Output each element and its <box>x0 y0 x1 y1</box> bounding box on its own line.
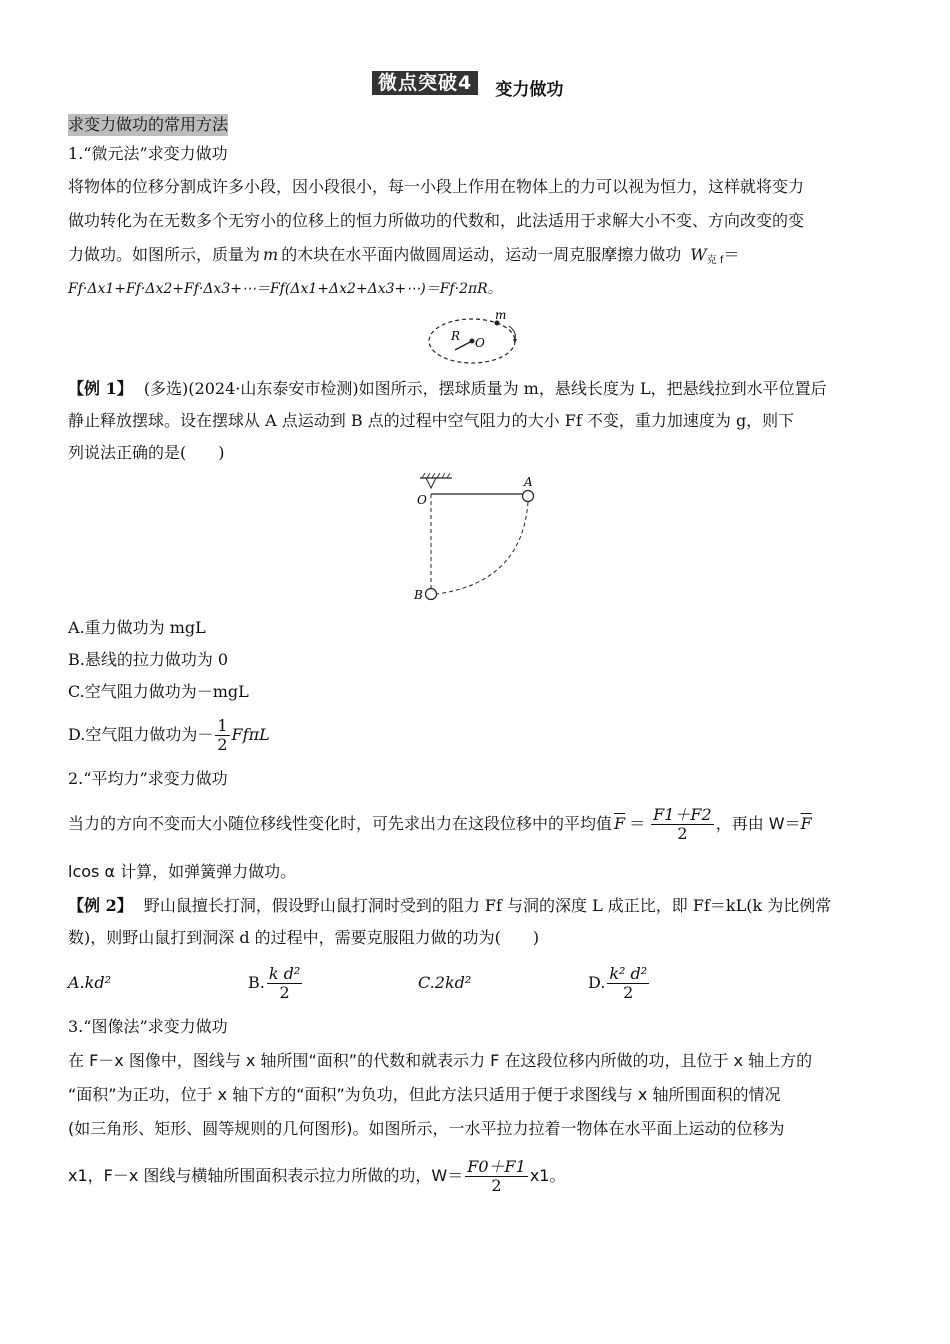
example2-label: 【例 2】 <box>68 896 133 915</box>
label-B: B <box>414 588 423 602</box>
example1-text-1: 如图所示，摆球质量为 m，悬线长度为 L，把悬线拉到水平位置后 <box>358 379 827 398</box>
fraction-numerator: k² d² <box>609 963 648 983</box>
f-bar: $\overline{F}$ <box>614 814 626 833</box>
option-b-fraction <box>267 965 302 1002</box>
option-b-label: B. <box>248 973 265 992</box>
example1-line-1 <box>68 379 827 399</box>
fraction-denominator: 2 <box>491 1175 502 1195</box>
example1-option-b: B.悬线的拉力做功为 0 <box>68 650 229 669</box>
label-A: A <box>524 475 533 489</box>
W-subscript: 克 f <box>706 255 724 266</box>
label-R: R <box>451 329 461 343</box>
method3-text-4 <box>68 1152 565 1200</box>
example1-line-2: 静止释放摆球。设在摆球从 A 点运动到 B 点的过程中空气阻力的大小 Ff 不变，重力加速度为 g，则下 <box>68 411 795 430</box>
option-d-fraction <box>607 965 649 1002</box>
example1-option-c: C.空气阻力做功为－mgL <box>68 682 249 701</box>
method1-heading: 1.“微元法”求变力做功 <box>68 144 228 163</box>
fraction-half <box>215 717 229 754</box>
method2-heading: 2.“平均力”求变力做功 <box>68 769 228 788</box>
average-force-fraction <box>651 806 714 843</box>
method1-text-3a: 力做功。如图所示，质量为 <box>68 245 261 264</box>
example1-source: (多选)(2024·山东泰安市检测) <box>143 379 359 398</box>
option-d-label: D. <box>588 973 606 992</box>
label-m: m <box>495 308 507 322</box>
fraction-numerator: 1 <box>217 715 228 735</box>
method3-text-2: “面积”为正功，位于 x 轴下方的“面积”为负功，但此方法只适用于便于求图线与 x 轴所围面积的情况 <box>68 1085 781 1104</box>
method2-text-1 <box>68 800 812 848</box>
fraction-denominator: 2 <box>677 823 688 843</box>
method3-text-4a: x1，F－x 图线与横轴所围面积表示拉力所做的功，W＝ <box>68 1166 464 1185</box>
method2-text-1b: ，再由 W＝ <box>715 814 801 833</box>
example1-line-3: 列说法正确的是( ) <box>68 443 225 462</box>
topic-badge: 微点突破4 <box>372 71 478 95</box>
method3-text-4b: x1。 <box>529 1166 566 1185</box>
fraction-denominator: 2 <box>623 982 634 1002</box>
method2-text-1a: 当力的方向不变而大小随位移线性变化时，可先求出力在这段位移中的平均值 <box>68 814 613 833</box>
example2-option-d <box>588 960 651 1006</box>
method3-text-1: 在 F－x 图像中，图线与 x 轴所围“面积”的代数和就表示力 F 在这段位移内所做的功，且位于 x 轴上方的 <box>68 1051 813 1070</box>
label-O: O <box>417 493 427 507</box>
fraction-numerator: F1＋F2 <box>653 804 712 824</box>
section-header <box>372 68 564 100</box>
fraction-denominator: 2 <box>279 982 290 1002</box>
example2-option-c: C.2kd² <box>418 973 472 992</box>
equals-sign: ＝ <box>723 245 740 264</box>
example1-option-a: A.重力做功为 mgL <box>68 618 206 637</box>
var-W: W <box>690 245 707 264</box>
fraction-numerator: F0＋F1 <box>467 1156 526 1176</box>
equals-sign: ＝ <box>629 814 646 833</box>
example1-option-d <box>68 713 270 757</box>
method3-text-3: (如三角形、矩形、圆等规则的几何图形)。如图所示，一水平拉力拉着一物体在水平面上运动的位移为 <box>68 1119 785 1138</box>
method1-text-3 <box>68 245 739 265</box>
fraction-numerator: k d² <box>268 963 301 983</box>
fraction-denominator: 2 <box>217 734 228 754</box>
pendulum-figure <box>410 472 545 606</box>
f-bar-2: $\overline{F}$ <box>800 814 812 833</box>
example1-label: 【例 1】 <box>68 379 133 398</box>
circular-motion-figure <box>425 306 525 368</box>
example2-line-2: 数)，则野山鼠打到洞深 d 的过程中，需要克服阻力做的功为( ) <box>68 928 540 947</box>
method1-text-3b: 的木块在水平面内做圆周运动，运动一周克服摩擦力做功 <box>281 245 682 264</box>
var-m: m <box>263 245 279 264</box>
option-d-suffix: FfπL <box>231 725 270 744</box>
page-title: 变力做功 <box>495 80 564 100</box>
section-label: 求变力做功的常用方法 <box>68 115 229 134</box>
method1-formula: Ff·Δx1+Ff·Δx2+Ff·Δx3+⋯＝Ff(Δx1+Δx2+Δx3+⋯)＝Ff·2πR。 <box>68 281 502 297</box>
example2-option-b <box>248 960 304 1006</box>
example2-text-1: 野山鼠擅长打洞，假设野山鼠打洞时受到的阻力 Ff 与洞的深度 L 成正比，即 Ff＝kL(k 为比例常 <box>143 896 832 915</box>
work-fraction <box>465 1158 528 1195</box>
method3-heading: 3.“图像法”求变力做功 <box>68 1017 228 1036</box>
example2-line-1 <box>68 896 831 916</box>
example2-option-a: A.kd² <box>68 973 111 992</box>
method2-text-2: lcos α 计算，如弹簧弹力做功。 <box>68 862 297 881</box>
method1-text-2: 做功转化为在无数多个无穷小的位移上的恒力所做功的代数和，此法适用于求解大小不变、方向改变的变 <box>68 211 805 230</box>
label-O: O <box>475 336 485 350</box>
option-d-prefix: D.空气阻力做功为－ <box>68 725 214 744</box>
method1-text-1: 将物体的位移分割成许多小段，因小段很小，每一小段上作用在物体上的力可以视为恒力，这样就将变力 <box>68 177 805 196</box>
